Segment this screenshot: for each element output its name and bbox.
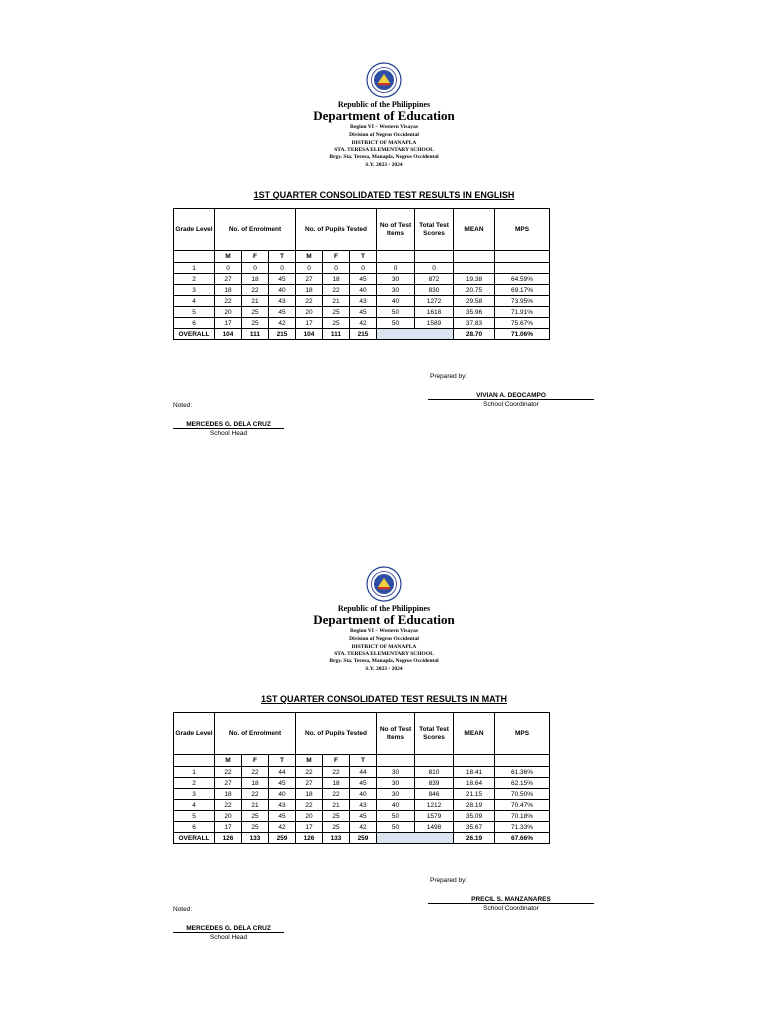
table-cell: 6 [174, 822, 215, 833]
total-scores-header: Total Test Scores [415, 713, 454, 755]
table-cell: 40 [350, 285, 377, 296]
division-label: Division of Negros Occidental [349, 132, 419, 138]
table-cell: 111 [323, 329, 350, 340]
table-cell: 4 [174, 296, 215, 307]
table-cell: 25 [323, 318, 350, 329]
test-items-header: No of Test Items [377, 713, 415, 755]
table-cell: 70.50% [495, 789, 550, 800]
mps-header: MPS [495, 713, 550, 755]
report-title: 1ST QUARTER CONSOLIDATED TEST RESULTS IN MATH [260, 694, 507, 704]
table-cell: 17 [215, 318, 242, 329]
table-cell: 0 [350, 263, 377, 274]
total-header: T [350, 755, 377, 767]
table-cell: 25 [323, 307, 350, 318]
report-title: 1ST QUARTER CONSOLIDATED TEST RESULTS IN ENGLISH [253, 190, 515, 200]
tested-header: No. of Pupils Tested [296, 209, 377, 251]
table-cell: 43 [350, 800, 377, 811]
grade-level-header: Grade Level [174, 209, 215, 251]
table-cell: 70.18% [495, 811, 550, 822]
table-cell: 30 [377, 285, 415, 296]
table-cell: 71.06% [495, 329, 550, 340]
table-cell: 1212 [415, 800, 454, 811]
table-cell: 30 [377, 778, 415, 789]
table-cell: 50 [377, 811, 415, 822]
table-row [174, 778, 550, 789]
table-cell: 20 [215, 811, 242, 822]
table-cell: 2 [174, 778, 215, 789]
table-cell: 215 [350, 329, 377, 340]
male-header: M [296, 755, 323, 767]
blank-cell [377, 755, 415, 767]
table-cell: 1 [174, 263, 215, 274]
test-items-header: No of Test Items [377, 209, 415, 251]
table-cell: 22 [296, 800, 323, 811]
table-cell: 1 [174, 767, 215, 778]
table-cell: 40 [377, 800, 415, 811]
table-cell: 61.36% [495, 767, 550, 778]
table-cell: 6 [174, 318, 215, 329]
tested-header: No. of Pupils Tested [296, 713, 377, 755]
district-label: DISTRICT OF MANAPLA [351, 644, 417, 650]
mps-header: MPS [495, 209, 550, 251]
school-head-role: School Head [209, 934, 248, 941]
overall-row [174, 329, 550, 340]
table-cell: 17 [296, 318, 323, 329]
table-cell: 111 [242, 329, 269, 340]
results-table [173, 712, 550, 844]
table-cell: 18.41 [454, 767, 495, 778]
republic-label: Republic of the Philippines [337, 100, 431, 109]
district-label: DISTRICT OF MANAPLA [351, 140, 417, 146]
table-cell: 27 [215, 274, 242, 285]
table-cell: 26.19 [454, 833, 495, 844]
table-cell: 30 [377, 789, 415, 800]
table-row [174, 789, 550, 800]
total-scores-header: Total Test Scores [415, 209, 454, 251]
table-cell: 21 [242, 296, 269, 307]
table-cell: 18 [215, 789, 242, 800]
table-cell: 45 [269, 307, 296, 318]
table-cell: 22 [215, 800, 242, 811]
table-cell: 0 [377, 263, 415, 274]
total-header: T [350, 251, 377, 263]
table-row [174, 318, 550, 329]
table-cell: 40 [269, 285, 296, 296]
table-cell: 28.70 [454, 329, 495, 340]
table-row [174, 767, 550, 778]
table-cell: 71.33% [495, 822, 550, 833]
school-year-label: S.Y. 2023 - 2024 [365, 162, 403, 168]
table-cell: 29.58 [454, 296, 495, 307]
table-cell: 126 [296, 833, 323, 844]
table-cell: 20 [215, 307, 242, 318]
table-cell: 259 [350, 833, 377, 844]
table-cell: 830 [415, 285, 454, 296]
table-cell: 35.67 [454, 822, 495, 833]
mean-header: MEAN [454, 209, 495, 251]
table-cell: 22 [215, 767, 242, 778]
address-label: Brgy. Sta. Teresa, Manapla, Negros Occidental [329, 154, 439, 160]
table-cell: 1589 [415, 318, 454, 329]
mean-header: MEAN [454, 713, 495, 755]
table-cell: 3 [174, 789, 215, 800]
table-cell: 259 [269, 833, 296, 844]
deped-seal-icon [366, 566, 402, 602]
table-cell: 44 [269, 767, 296, 778]
table-cell: 37.83 [454, 318, 495, 329]
table-cell: 67.66% [495, 833, 550, 844]
table-cell: 20.75 [454, 285, 495, 296]
male-header: M [215, 755, 242, 767]
table-cell: OVERALL [174, 329, 215, 340]
table-cell: 21 [323, 800, 350, 811]
table-cell: 839 [415, 778, 454, 789]
region-label: Region VI – Western Visayas [350, 628, 418, 634]
female-header: F [242, 251, 269, 263]
table-cell: OVERALL [174, 833, 215, 844]
table-cell: 64.59% [495, 274, 550, 285]
results-table [173, 208, 550, 340]
table-cell: 104 [215, 329, 242, 340]
table-cell: 69.17% [495, 285, 550, 296]
table-cell: 43 [269, 800, 296, 811]
school-head-name: MERCEDES G. DELA CRUZ [173, 925, 284, 933]
table-cell: 18 [215, 285, 242, 296]
region-label: Region VI – Western Visayas [350, 124, 418, 130]
table-cell: 18 [296, 789, 323, 800]
table-cell: 45 [269, 778, 296, 789]
prepared-by-label: Prepared by: [430, 373, 468, 380]
table-cell: 1579 [415, 811, 454, 822]
division-label: Division of Negros Occidental [349, 636, 419, 642]
table-cell: 45 [350, 274, 377, 285]
blank-cell [454, 251, 495, 263]
table-cell: 19.38 [454, 274, 495, 285]
overall-blank-cell [377, 329, 454, 340]
table-cell: 22 [242, 767, 269, 778]
coordinator-name: VIVIAN A. DEOCAMPO [428, 392, 594, 400]
table-cell: 0 [269, 263, 296, 274]
coordinator-role: School Coordinator [483, 905, 539, 912]
republic-label: Republic of the Philippines [337, 604, 431, 613]
table-cell: 0 [215, 263, 242, 274]
table-cell [495, 263, 550, 274]
table-cell: 5 [174, 307, 215, 318]
table-cell: 27 [296, 274, 323, 285]
enrolment-header: No. of Enrolment [215, 209, 296, 251]
address-label: Brgy. Sta. Teresa, Manapla, Negros Occidental [329, 658, 439, 664]
female-header: F [323, 251, 350, 263]
table-cell: 1498 [415, 822, 454, 833]
table-row [174, 800, 550, 811]
table-cell: 22 [323, 767, 350, 778]
total-header: T [269, 755, 296, 767]
school-label: STA. TERESA ELEMENTARY SCHOOL [334, 147, 434, 153]
table-cell: 4 [174, 800, 215, 811]
table-cell: 18.64 [454, 778, 495, 789]
table-cell: 70.47% [495, 800, 550, 811]
table-cell: 45 [350, 811, 377, 822]
table-cell: 18 [323, 274, 350, 285]
table-cell: 43 [350, 296, 377, 307]
blank-cell [495, 755, 550, 767]
department-title: Department of Education [313, 612, 455, 627]
table-cell: 126 [215, 833, 242, 844]
table-cell: 25 [242, 307, 269, 318]
table-cell: 215 [269, 329, 296, 340]
table-cell: 30 [377, 767, 415, 778]
table-cell: 42 [269, 318, 296, 329]
table-cell: 133 [242, 833, 269, 844]
table-cell: 25 [242, 822, 269, 833]
blank-cell [174, 251, 215, 263]
table-row [174, 263, 550, 274]
blank-cell [415, 251, 454, 263]
table-cell: 42 [269, 822, 296, 833]
table-cell: 35.09 [454, 811, 495, 822]
table-cell: 18 [323, 778, 350, 789]
table-cell: 20 [296, 811, 323, 822]
table-cell: 846 [415, 789, 454, 800]
school-year-label: S.Y. 2023 - 2024 [365, 666, 403, 672]
table-row [174, 822, 550, 833]
table-cell: 872 [415, 274, 454, 285]
school-head-role: School Head [209, 430, 248, 437]
table-cell: 45 [350, 307, 377, 318]
coordinator-role: School Coordinator [483, 401, 539, 408]
table-cell: 0 [415, 263, 454, 274]
department-title: Department of Education [313, 108, 455, 123]
table-cell: 25 [242, 811, 269, 822]
school-label: STA. TERESA ELEMENTARY SCHOOL [334, 651, 434, 657]
blank-cell [377, 251, 415, 263]
enrolment-header: No. of Enrolment [215, 713, 296, 755]
table-cell: 73.95% [495, 296, 550, 307]
report-english [0, 62, 768, 482]
table-cell: 40 [377, 296, 415, 307]
table-cell: 42 [350, 318, 377, 329]
blank-cell [495, 251, 550, 263]
table-row [174, 296, 550, 307]
table-cell: 1272 [415, 296, 454, 307]
table-cell: 0 [296, 263, 323, 274]
table-row [174, 274, 550, 285]
table-cell: 40 [350, 789, 377, 800]
table-cell: 21.15 [454, 789, 495, 800]
table-cell: 22 [242, 285, 269, 296]
table-cell [454, 263, 495, 274]
noted-label: Noted: [173, 402, 193, 409]
deped-seal-icon [366, 62, 402, 98]
table-cell: 50 [377, 822, 415, 833]
table-cell: 71.91% [495, 307, 550, 318]
table-cell: 28.19 [454, 800, 495, 811]
table-cell: 2 [174, 274, 215, 285]
table-cell: 21 [323, 296, 350, 307]
male-header: M [215, 251, 242, 263]
table-cell: 18 [296, 285, 323, 296]
table-cell: 75.67% [495, 318, 550, 329]
table-cell: 133 [323, 833, 350, 844]
coordinator-name: PRECIL S. MANZANARES [428, 896, 594, 904]
table-cell: 40 [269, 789, 296, 800]
table-row [174, 285, 550, 296]
table-cell: 27 [296, 778, 323, 789]
prepared-by-label: Prepared by: [430, 877, 468, 884]
table-cell: 5 [174, 811, 215, 822]
noted-label: Noted: [173, 906, 193, 913]
table-cell: 0 [242, 263, 269, 274]
table-row [174, 307, 550, 318]
table-cell: 62.15% [495, 778, 550, 789]
female-header: F [242, 755, 269, 767]
table-cell: 27 [215, 778, 242, 789]
blank-cell [174, 755, 215, 767]
table-cell: 17 [296, 822, 323, 833]
table-cell: 45 [350, 778, 377, 789]
table-cell: 22 [215, 296, 242, 307]
overall-blank-cell [377, 833, 454, 844]
table-cell: 30 [377, 274, 415, 285]
table-cell: 22 [323, 285, 350, 296]
table-cell: 18 [242, 778, 269, 789]
table-cell: 44 [350, 767, 377, 778]
table-cell: 18 [242, 274, 269, 285]
table-cell: 22 [323, 789, 350, 800]
female-header: F [323, 755, 350, 767]
table-cell: 22 [242, 789, 269, 800]
table-cell: 42 [350, 822, 377, 833]
table-body [174, 767, 550, 833]
table-cell: 104 [296, 329, 323, 340]
grade-level-header: Grade Level [174, 713, 215, 755]
table-cell: 3 [174, 285, 215, 296]
table-cell: 50 [377, 307, 415, 318]
table-cell: 25 [323, 811, 350, 822]
table-row [174, 811, 550, 822]
blank-cell [415, 755, 454, 767]
table-cell: 21 [242, 800, 269, 811]
table-cell: 0 [323, 263, 350, 274]
table-cell: 17 [215, 822, 242, 833]
blank-cell [454, 755, 495, 767]
school-head-name: MERCEDES G. DELA CRUZ [173, 421, 284, 429]
table-cell: 22 [296, 296, 323, 307]
table-cell: 25 [242, 318, 269, 329]
table-cell: 20 [296, 307, 323, 318]
table-cell: 45 [269, 811, 296, 822]
report-math [0, 566, 768, 986]
table-body [174, 263, 550, 329]
overall-row [174, 833, 550, 844]
table-cell: 45 [269, 274, 296, 285]
table-cell: 810 [415, 767, 454, 778]
table-cell: 1618 [415, 307, 454, 318]
total-header: T [269, 251, 296, 263]
table-cell: 43 [269, 296, 296, 307]
table-cell: 50 [377, 318, 415, 329]
table-cell: 22 [296, 767, 323, 778]
table-cell: 35.96 [454, 307, 495, 318]
table-cell: 25 [323, 822, 350, 833]
male-header: M [296, 251, 323, 263]
